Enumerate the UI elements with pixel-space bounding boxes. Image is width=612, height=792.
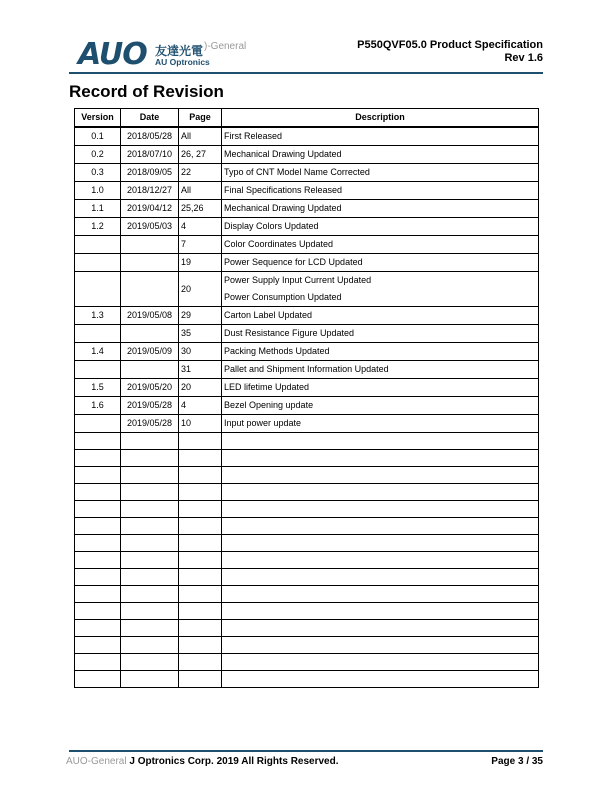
table-row xyxy=(75,500,539,517)
table-row xyxy=(75,145,539,163)
date-cell xyxy=(121,517,179,534)
date-cell xyxy=(121,534,179,551)
date-cell xyxy=(121,466,179,483)
page-cell xyxy=(179,585,222,602)
description-cell xyxy=(222,432,539,449)
description-line: First Released xyxy=(224,130,283,141)
document-title: P550QVF05.0 Product Specification xyxy=(357,39,543,51)
date-cell xyxy=(121,449,179,466)
version-cell xyxy=(75,517,121,534)
version-cell xyxy=(75,414,121,432)
table-row xyxy=(75,324,539,342)
version-cell: 1.3 xyxy=(75,306,121,324)
description-line: Power Consumption Updated xyxy=(224,291,342,302)
version-cell xyxy=(75,324,121,342)
page-cell: 7 xyxy=(179,235,222,253)
description-line: Typo of CNT Model Name Corrected xyxy=(224,166,370,177)
table-row xyxy=(75,517,539,534)
description-cell xyxy=(222,163,539,181)
page-cell xyxy=(179,653,222,670)
description-cell xyxy=(222,253,539,271)
description-cell xyxy=(222,378,539,396)
description-cell xyxy=(222,324,539,342)
page-cell: 35 xyxy=(179,324,222,342)
table-header-row xyxy=(75,109,539,127)
version-cell: 0.2 xyxy=(75,145,121,163)
table-row xyxy=(75,217,539,235)
table-row xyxy=(75,534,539,551)
date-cell xyxy=(121,653,179,670)
description-cell xyxy=(222,585,539,602)
header-watermark: )-General xyxy=(204,41,247,52)
version-cell xyxy=(75,253,121,271)
date-cell xyxy=(121,432,179,449)
date-cell xyxy=(121,551,179,568)
description-line: Carton Label Updated xyxy=(224,309,313,320)
description-line: Color Coordinates Updated xyxy=(224,238,334,249)
version-cell: 1.0 xyxy=(75,181,121,199)
logo-english-name: AU Optronics xyxy=(155,57,210,67)
table-row xyxy=(75,585,539,602)
table-row xyxy=(75,483,539,500)
document-revision: Rev 1.6 xyxy=(504,52,543,64)
version-cell xyxy=(75,271,121,306)
page-cell xyxy=(179,568,222,585)
table-row xyxy=(75,342,539,360)
description-line: Final Specifications Released xyxy=(224,184,343,195)
table-row xyxy=(75,551,539,568)
description-cell xyxy=(222,217,539,235)
version-cell: 0.3 xyxy=(75,163,121,181)
date-cell: 2019/05/09 xyxy=(121,342,179,360)
version-cell: 1.2 xyxy=(75,217,121,235)
description-line: Bezel Opening update xyxy=(224,399,314,410)
version-cell: 1.1 xyxy=(75,199,121,217)
page-cell: 4 xyxy=(179,396,222,414)
table-row xyxy=(75,181,539,199)
column-header-page: Page xyxy=(179,109,222,127)
description-cell xyxy=(222,534,539,551)
page-cell: 30 xyxy=(179,342,222,360)
date-cell xyxy=(121,670,179,687)
description-line: Input power update xyxy=(224,417,302,428)
version-cell: 1.4 xyxy=(75,342,121,360)
page-cell xyxy=(179,619,222,636)
description-cell xyxy=(222,342,539,360)
page-cell: 26, 27 xyxy=(179,145,222,163)
date-cell xyxy=(121,253,179,271)
date-cell xyxy=(121,235,179,253)
description-cell xyxy=(222,306,539,324)
description-cell xyxy=(222,500,539,517)
description-line: LED lifetime Updated xyxy=(224,381,310,392)
page-cell: 31 xyxy=(179,360,222,378)
version-cell xyxy=(75,483,121,500)
description-cell xyxy=(222,670,539,687)
description-line: Pallet and Shipment Information Updated xyxy=(224,363,389,374)
table-row xyxy=(75,235,539,253)
description-cell xyxy=(222,181,539,199)
description-line: Dust Resistance Figure Updated xyxy=(224,327,355,338)
description-cell xyxy=(222,414,539,432)
date-cell: 2018/07/10 xyxy=(121,145,179,163)
table-row xyxy=(75,414,539,432)
logo-mark: AUO xyxy=(78,37,147,72)
description-cell xyxy=(222,636,539,653)
page-cell: 22 xyxy=(179,163,222,181)
page-cell: 20 xyxy=(179,271,222,306)
footer-watermark: AUO-General xyxy=(66,756,127,767)
date-cell xyxy=(121,585,179,602)
revision-table-body xyxy=(75,127,539,688)
description-cell xyxy=(222,602,539,619)
table-row xyxy=(75,199,539,217)
page-cell: 19 xyxy=(179,253,222,271)
revision-table xyxy=(74,108,539,688)
version-cell xyxy=(75,585,121,602)
date-cell xyxy=(121,483,179,500)
version-cell xyxy=(75,653,121,670)
version-cell: 1.5 xyxy=(75,378,121,396)
date-cell: 2019/05/08 xyxy=(121,306,179,324)
date-cell: 2018/09/05 xyxy=(121,163,179,181)
description-line: Power Sequence for LCD Updated xyxy=(224,256,363,267)
page-cell: 25,26 xyxy=(179,199,222,217)
description-line: Mechanical Drawing Updated xyxy=(224,148,342,159)
description-cell xyxy=(222,653,539,670)
version-cell xyxy=(75,449,121,466)
date-cell: 2018/05/28 xyxy=(121,127,179,146)
column-header-version: Version xyxy=(75,109,121,127)
date-cell xyxy=(121,568,179,585)
description-cell xyxy=(222,360,539,378)
description-cell xyxy=(222,449,539,466)
version-cell: 1.6 xyxy=(75,396,121,414)
description-line: Packing Methods Updated xyxy=(224,345,330,356)
version-cell xyxy=(75,534,121,551)
version-cell xyxy=(75,466,121,483)
date-cell: 2019/05/20 xyxy=(121,378,179,396)
description-cell xyxy=(222,199,539,217)
version-cell xyxy=(75,500,121,517)
page-cell xyxy=(179,449,222,466)
version-cell: 0.1 xyxy=(75,127,121,146)
page-cell xyxy=(179,483,222,500)
table-row xyxy=(75,360,539,378)
version-cell xyxy=(75,602,121,619)
column-header-date: Date xyxy=(121,109,179,127)
page-cell xyxy=(179,432,222,449)
page-cell xyxy=(179,636,222,653)
description-cell xyxy=(222,271,539,306)
footer-divider xyxy=(69,750,543,752)
date-cell xyxy=(121,271,179,306)
table-row xyxy=(75,602,539,619)
version-cell xyxy=(75,636,121,653)
page-cell xyxy=(179,602,222,619)
version-cell xyxy=(75,432,121,449)
footer-copyright xyxy=(66,756,339,767)
table-row xyxy=(75,619,539,636)
page-cell: 29 xyxy=(179,306,222,324)
table-row xyxy=(75,127,539,146)
date-cell: 2019/04/12 xyxy=(121,199,179,217)
copyright-text: J Optronics Corp. 2019 All Rights Reserved. xyxy=(129,756,339,767)
page-cell xyxy=(179,466,222,483)
page-cell: All xyxy=(179,181,222,199)
page-cell xyxy=(179,517,222,534)
page-cell xyxy=(179,670,222,687)
version-cell xyxy=(75,619,121,636)
description-line: Mechanical Drawing Updated xyxy=(224,202,342,213)
table-row xyxy=(75,163,539,181)
description-cell xyxy=(222,466,539,483)
date-cell: 2018/12/27 xyxy=(121,181,179,199)
table-row xyxy=(75,670,539,687)
date-cell: 2019/05/28 xyxy=(121,414,179,432)
page-cell: 20 xyxy=(179,378,222,396)
date-cell: 2019/05/28 xyxy=(121,396,179,414)
column-header-description: Description xyxy=(222,109,539,127)
table-row xyxy=(75,466,539,483)
table-row xyxy=(75,396,539,414)
version-cell xyxy=(75,568,121,585)
description-cell xyxy=(222,517,539,534)
description-cell xyxy=(222,568,539,585)
table-row xyxy=(75,568,539,585)
table-row xyxy=(75,449,539,466)
version-cell xyxy=(75,670,121,687)
table-row xyxy=(75,271,539,306)
description-cell xyxy=(222,483,539,500)
description-line: Power Supply Input Current Updated xyxy=(224,274,372,285)
table-row xyxy=(75,306,539,324)
page-cell xyxy=(179,500,222,517)
table-row xyxy=(75,636,539,653)
date-cell xyxy=(121,636,179,653)
date-cell: 2019/05/03 xyxy=(121,217,179,235)
table-row xyxy=(75,432,539,449)
description-cell xyxy=(222,396,539,414)
description-cell xyxy=(222,551,539,568)
version-cell xyxy=(75,551,121,568)
page-cell xyxy=(179,534,222,551)
date-cell xyxy=(121,602,179,619)
description-cell xyxy=(222,619,539,636)
date-cell xyxy=(121,324,179,342)
table-row xyxy=(75,378,539,396)
version-cell xyxy=(75,360,121,378)
date-cell xyxy=(121,500,179,517)
description-cell xyxy=(222,235,539,253)
description-cell xyxy=(222,145,539,163)
page-cell: All xyxy=(179,127,222,146)
table-row xyxy=(75,653,539,670)
description-cell xyxy=(222,127,539,146)
version-cell xyxy=(75,235,121,253)
date-cell xyxy=(121,619,179,636)
page-number: Page 3 / 35 xyxy=(491,756,543,767)
header-divider xyxy=(69,72,543,74)
description-line: Display Colors Updated xyxy=(224,220,319,231)
date-cell xyxy=(121,360,179,378)
page-cell: 10 xyxy=(179,414,222,432)
page-cell xyxy=(179,551,222,568)
logo-chinese-name: 友達光電 xyxy=(155,44,204,58)
table-row xyxy=(75,253,539,271)
page-title: Record of Revision xyxy=(69,82,224,101)
page-cell: 4 xyxy=(179,217,222,235)
